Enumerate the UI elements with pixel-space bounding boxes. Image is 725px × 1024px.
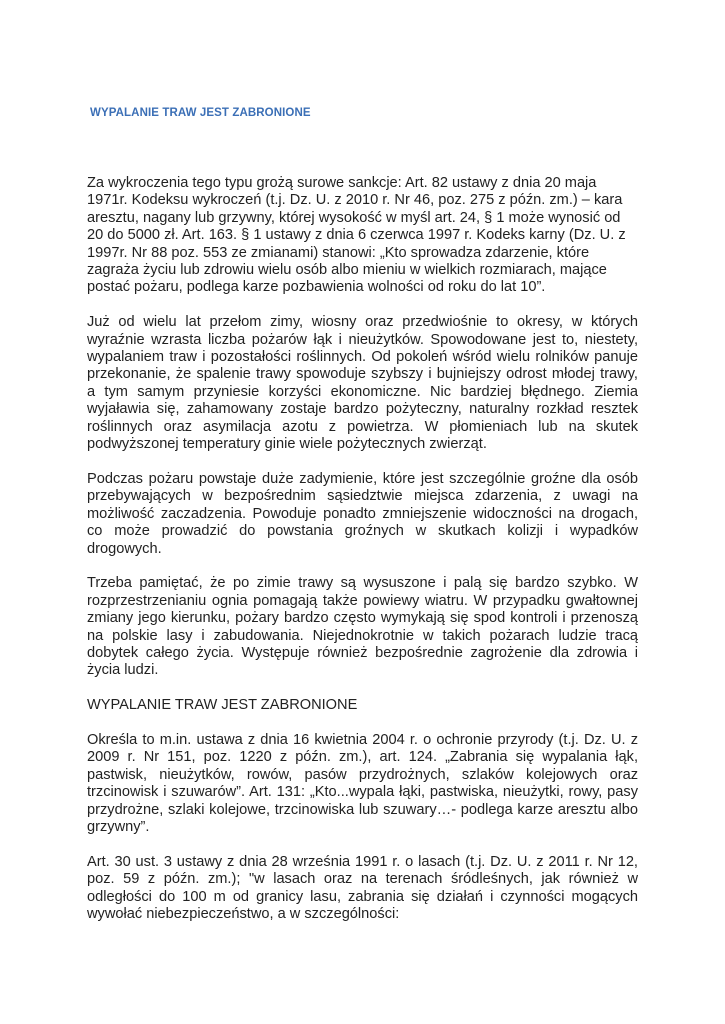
paragraph-nature-protection-act: Określa to m.in. ustawa z dnia 16 kwietnia 2004 r. o ochronie przyrody (t.j. Dz. U. z 2009 r. Nr 151, poz. 1220 z późn. zm.), art. 124. „Zabrania się wypalania łąk, pastwisk, nieużytków, rowów, pasów przydrożnych, szlaków kolejowych oraz trzcinowisk i szuwarów”. Art. 131: „Kto...wypala łąki, pastwiska, nieużytki, rowy, pasy przydrożne, szlaki kolejowe, trzcinowiska lub szuwary…- podlega karze aresztu albo grzywny”. <box>87 731 638 835</box>
document-title: WYPALANIE TRAW JEST ZABRONIONE <box>90 107 311 119</box>
paragraph-sanctions: Za wykroczenia tego typu grożą surowe sankcje: Art. 82 ustawy z dnia 20 maja 1971r. Kodeksu wykroczeń (t.j. Dz. U. z 2010 r. Nr 46, poz. 275 z późn. zm.) – kara aresztu, nagany lub grzywny, której wysokość w myśl art. 24, § 1 może wynosić od 20 do 5000 zł. Art. 163. § 1 ustawy z dnia 6 czerwca 1997 r. Kodeks karny (Dz. U. z 1997r. Nr 88 poz. 553 ze zmianami) stanowi: „Kto sprowadza zdarzenie, które zagraża życiu lub zdrowiu wielu osób albo mieniu w wielkich rozmiarach, mające postać pożaru, podlega karze pozbawienia wolności od roku do lat 10”. <box>87 175 626 296</box>
section-heading: WYPALANIE TRAW JEST ZABRONIONE <box>87 697 358 714</box>
paragraph-forest-act: Art. 30 ust. 3 ustawy z dnia 28 września 1991 r. o lasach (t.j. Dz. U. z 2011 r. Nr 12, poz. 59 z późn. zm.); "w lasach oraz na terenach śródleśnych, jak również w odległości do 100 m od granicy lasu, zabrania się działań i czynności mogących wywołać niebezpieczeństwo, a w szczególności: <box>87 853 638 922</box>
paragraph-fire-spread: Trzeba pamiętać, że po zimie trawy są wysuszone i palą się bardzo szybko. W rozprzestrzenianiu ognia pomagają także powiewy wiatru. W przypadku gwałtownej zmiany jego kierunku, pożary bardzo często wymykają się spod kontroli i przenoszą na polskie lasy i zabudowania. Niejednokrotnie w takich pożarach ludzie tracą dobytek całego życia. Występuje również bezpośrednie zagrożenie dla zdrowia i życia ludzi. <box>87 575 638 679</box>
paragraph-burning-season: Już od wielu lat przełom zimy, wiosny oraz przedwiośnie to okresy, w których wyraźnie wzrasta liczba pożarów łąk i nieużytków. Spowodowane jest to, niestety, wypalaniem traw i pozostałości roślinnych. Od pokoleń wśród wielu rolników panuje przekonanie, że spalenie trawy spowoduje szybszy i bujniejszy odrost młodej trawy, a tym samym przyniesie korzyści ekonomiczne. Nic bardziej błędnego. Ziemia wyjaławia się, zahamowany zostaje bardzo pożyteczny, naturalny rozkład resztek roślinnych oraz asymilacja azotu z powietrza. W płomieniach lub na skutek podwyższonej temperatury ginie wiele pożytecznych zwierząt. <box>87 314 638 453</box>
paragraph-smoke-hazard: Podczas pożaru powstaje duże zadymienie, które jest szczególnie groźne dla osób przebywających w bezpośrednim sąsiedztwie miejsca zdarzenia, z uwagi na możliwość zaczadzenia. Powoduje ponadto zmniejszenie widoczności na drogach, co może prowadzić do powstania groźnych w skutkach kolizji i wypadków drogowych. <box>87 470 638 557</box>
document-body <box>87 175 638 941</box>
